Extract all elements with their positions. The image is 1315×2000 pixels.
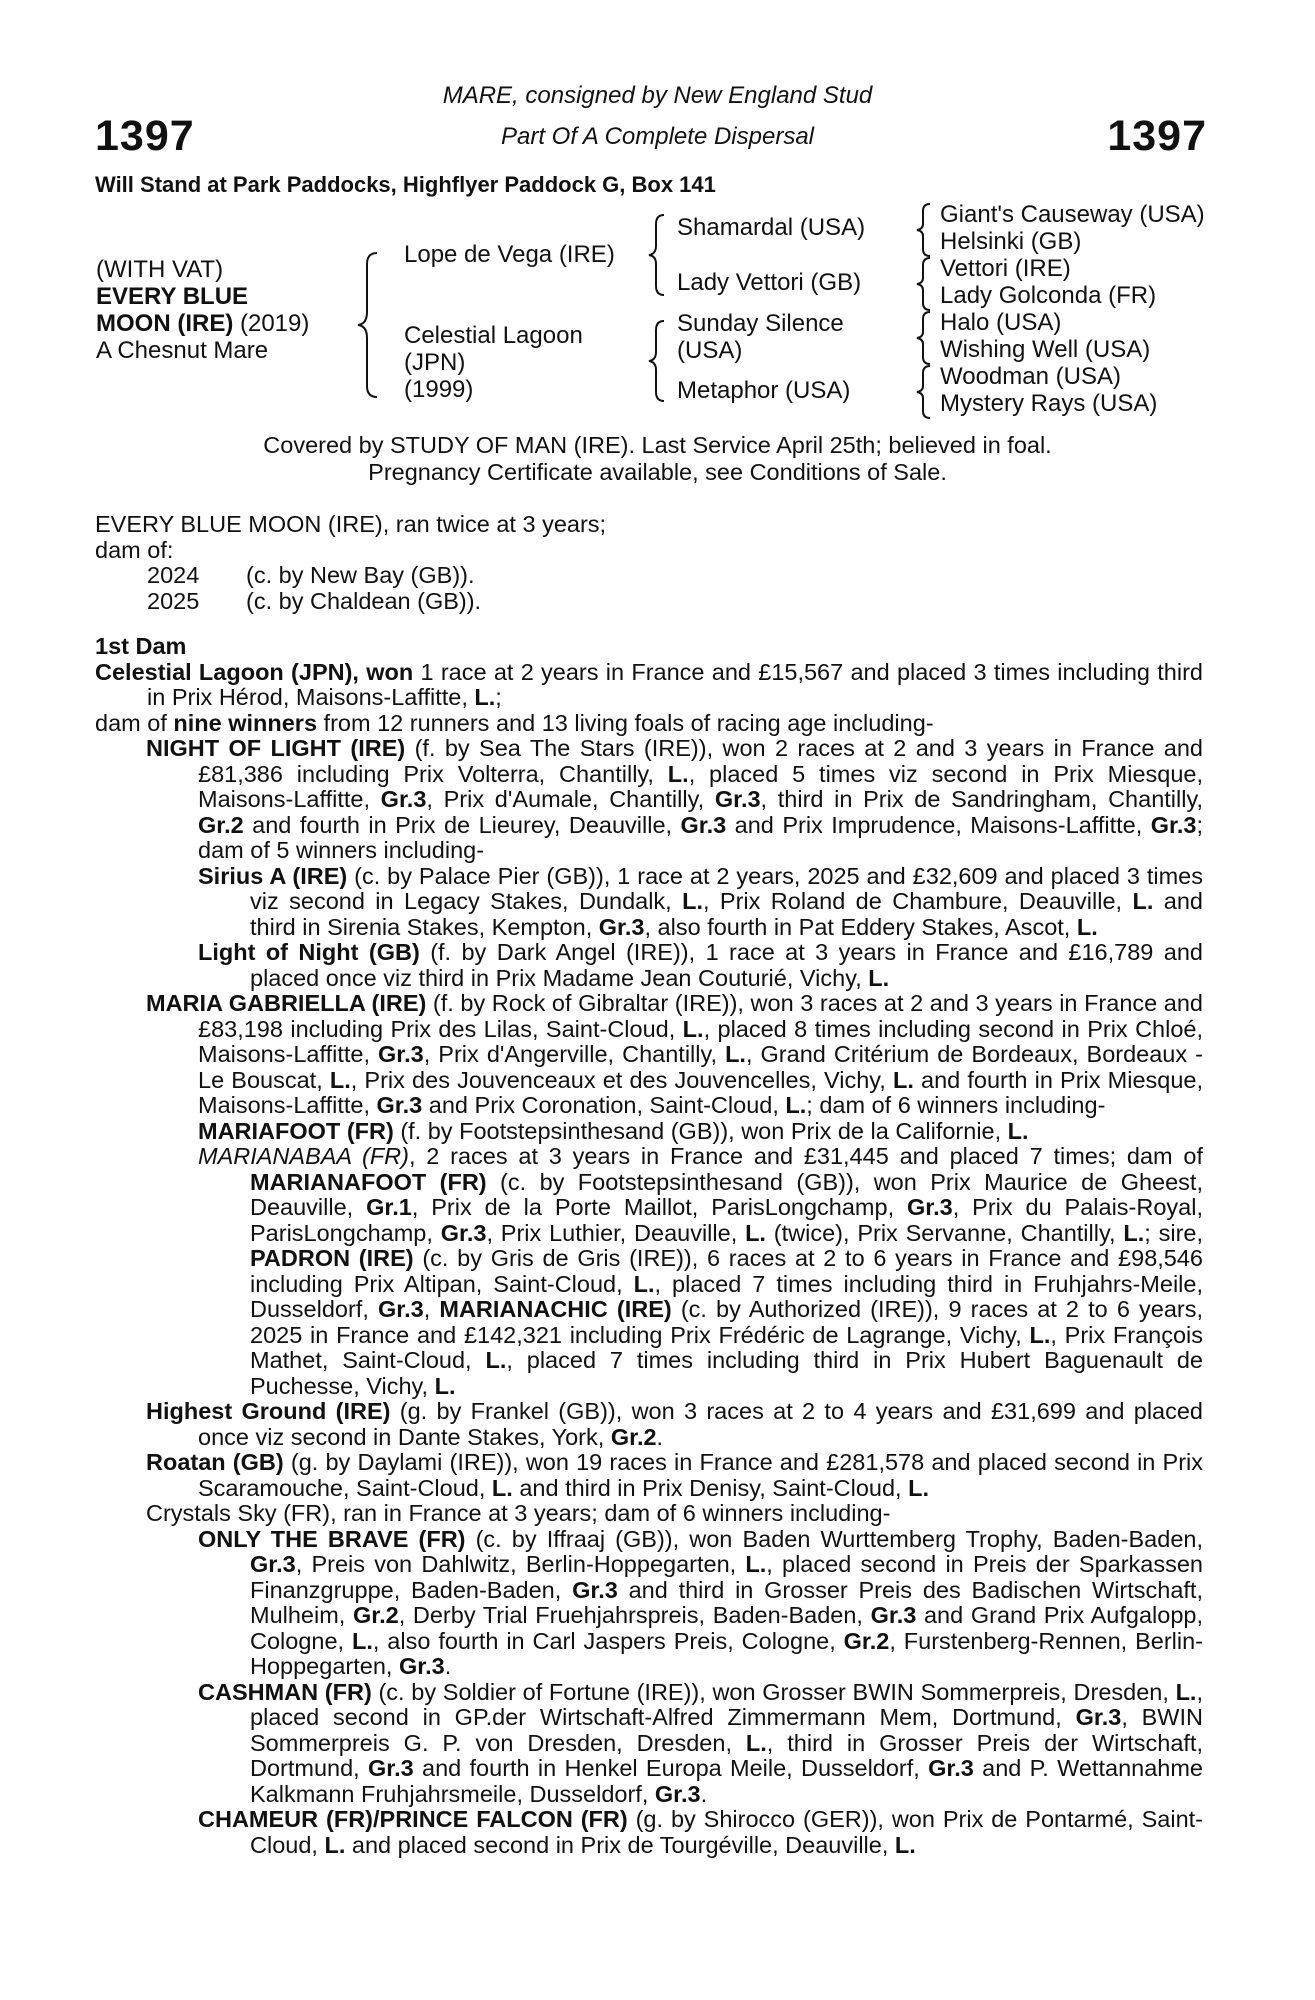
pedigree-dam-line2: (JPN) [404,349,466,376]
pedigree-ds [677,310,844,364]
entry-highest-ground: Highest Ground (IRE) (g. by Frankel (GB)), won 3 races at 2 to 4 years and £31,699 and placed once viz second in Dante Stakes, York, Gr.2. [146,1398,1204,1450]
first-dam-produce-summary: dam of nine winners from 12 runners and 13 living foals of racing age including- [95,709,934,736]
entry-crystals-sky: Crystals Sky (FR), ran in France at 3 years; dam of 6 winners including- [146,1500,891,1526]
entry-night-of-light: NIGHT OF LIGHT (IRE) (f. by Sea The Stars (IRE)), won 2 races at 2 and 3 years in France and £81,386 including Prix Volterra, Chantilly, L., placed 5 times viz second in Prix Miesque, Maisons-Laffitte, Gr.3, Prix d'Aumale, Chantilly, Gr.3, third in Prix de Sandringham, Chantilly, Gr.2 and fourth in Prix de Lieurey, Deauville, Gr.3 and Prix Imprudence, Maisons-Laffitte, Gr.3; dam of 5 winners including- [146,735,1203,863]
first-dam-record: Celestial Lagoon (JPN), won 1 race at 2 years in France and £15,567 and placed 3 times including third in Prix Hérod, Maisons-Laffitte, L.; [95,658,1203,710]
covered-line2: Pregnancy Certificate available, see Conditions of Sale. [368,459,947,485]
pedigree-brace-ds [914,310,936,366]
produce-item: 2024 (c. by New Bay (GB)). [147,562,475,588]
pedigree-sss: Giant's Causeway (USA) [940,201,1205,228]
pedigree-dam-line3: (1999) [404,376,474,403]
dispersal-line: Part Of A Complete Dispersal [501,123,814,150]
pedigree-ss: Shamardal (USA) [677,214,866,241]
pedigree-brace-main [355,250,385,400]
pedigree-dam-line1: Celestial Lagoon [404,322,583,349]
covered-notice [0,432,1315,486]
first-dam-section [95,634,1203,1858]
entry-mariafoot: MARIAFOOT (FR) (f. by Footstepsinthesand (GB)), won Prix de la Californie, L. [198,1117,1029,1144]
entry-roatan: Roatan (GB) (g. by Daylami (IRE)), won 19 races in France and £281,578 and placed second in Prix Scaramouche, Saint-Cloud, L. and third in Prix Denisy, Saint-Cloud, L. [146,1449,1203,1501]
entry-only-the-brave: ONLY THE BRAVE (FR) (c. by Iffraaj (GB)), won Baden Wurttemberg Trophy, Baden-Baden, Gr.3, Preis von Dahlwitz, Berlin-Hoppegarten, L., placed second in Preis der Sparkassen Finanzgruppe, Baden-Baden, Gr.3 and third in Grosser Preis des Badischen Wirtschaft, Mulheim, Gr.2, Derby Trial Fruehjahrspreis, Baden-Baden, Gr.3 and Grand Prix Aufgalopp, Cologne, L., also fourth in Carl Jaspers Preis, Cologne, Gr.2, Furstenberg-Rennen, Berlin-Hoppegarten, Gr.3. [198,1525,1203,1679]
covered-line1: Covered by STUDY OF MAN (IRE). Last Service April 25th; believed in foal. [263,432,1052,458]
horse-name-line2: MOON (IRE) [96,310,234,337]
lot-number-left: 1397 [95,112,195,160]
horse-year: (2019) [233,310,310,337]
entry-light-of-night: Light of Night (GB) (f. by Dark Angel (IRE)), 1 race at 3 years in France and £16,789 and placed once viz third in Prix Madame Jean Couturié, Vichy, L. [198,939,1203,991]
entry-cashman: CASHMAN (FR) (c. by Soldier of Fortune (IRE)), won Grosser BWIN Sommerpreis, Dresden, L., placed second in GP.der Wirtschaft-Alfred Zimmermann Mem, Dortmund, Gr.3, BWIN Sommerpreis G. P. von Dresden, Dresden, L., third in Grosser Preis der Wirtschaft, Dortmund, Gr.3 and fourth in Henkel Europa Meile, Dusseldorf, Gr.3 and P. Wettannahme Kalkmann Fruhjahrsmeile, Dusseldorf, Gr.3. [198,1678,1203,1807]
consignor-line: MARE, consigned by New England Stud [442,82,873,109]
entry-chameur: CHAMEUR (FR)/PRINCE FALCON (FR) (g. by Shirocco (GER)), won Prix de Pontarmé, Saint-Cloud, L. and placed second in Prix de Tourgéville, Deauville, L. [198,1806,1203,1858]
pedigree-ds-line2: (USA) [677,337,743,364]
pedigree-brace-sd [914,256,936,312]
pedigree-brace-dd [914,364,936,420]
pedigree-ds-line1: Sunday Silence [677,310,844,337]
pedigree-dam [404,322,583,403]
pedigree-sire: Lope de Vega (IRE) [404,241,615,268]
produce-intro: EVERY BLUE MOON (IRE), ran twice at 3 years; [95,511,607,537]
pedigree-dd: Metaphor (USA) [677,377,851,404]
pedigree-dds: Woodman (USA) [940,363,1121,390]
produce-item: 2025 (c. by Chaldean (GB)). [147,587,482,614]
pedigree-brace-ss [914,202,936,258]
pedigree-sd: Lady Vettori (GB) [677,269,862,296]
pedigree-ddd: Mystery Rays (USA) [940,390,1158,417]
produce-dam-of: dam of: [95,536,174,563]
first-dam-heading: 1st Dam [95,633,187,659]
entry-maria-gabriella: MARIA GABRIELLA (IRE) (f. by Rock of Gibraltar (IRE)), won 3 races at 2 and 3 years in France and £83,198 including Prix des Lilas, Saint-Cloud, L., placed 8 times including second in Prix Chloé, Maisons-Laffitte, Gr.3, Prix d'Angerville, Chantilly, L., Grand Critérium de Bordeaux, Bordeaux - Le Bouscat, L., Prix des Jouvenceaux et des Jouvencelles, Vichy, L. and fourth in Prix Miesque, Maisons-Laffitte, Gr.3 and Prix Coronation, Saint-Cloud, L.; dam of 6 winners including- [146,990,1204,1118]
horse-info [96,256,309,364]
produce-record [95,512,1203,614]
pedigree-dsd: Wishing Well (USA) [940,336,1151,363]
horse-name-line1: EVERY BLUE [96,283,249,310]
stand-location: Will Stand at Park Paddocks, Highflyer Paddock G, Box 141 [95,172,716,197]
pedigree-brace-dam [646,318,670,404]
pedigree-brace-sire [646,212,670,298]
pedigree-sds: Vettori (IRE) [940,255,1071,282]
vat-label: (WITH VAT) [96,256,224,283]
pedigree-sdd: Lady Golconda (FR) [940,282,1157,309]
lot-number-right: 1397 [1107,112,1207,160]
pedigree-ssd: Helsinki (GB) [940,228,1082,255]
entry-sirius-a: Sirius A (IRE) (c. by Palace Pier (GB)), 1 race at 2 years, 2025 and £32,609 and placed 3 times viz second in Legacy Stakes, Dundalk, L., Prix Roland de Chambure, Deauville, L. and third in Sirenia Stakes, Kempton, Gr.3, also fourth in Pat Eddery Stakes, Ascot, L. [198,862,1203,940]
entry-marianabaa: MARIANABAA (FR), 2 races at 3 years in France and £31,445 and placed 7 times; dam of MARIANAFOOT (FR) (c. by Footstepsinthesand (GB)), won Prix Maurice de Gheest, Deauville, Gr.1, Prix de la Porte Maillot, ParisLongchamp, Gr.3, Prix du Palais-Royal, ParisLongchamp, Gr.3, Prix Luthier, Deauville, L. (twice), Prix Servanne, Chantilly, L.; sire, PADRON (IRE) (c. by Gris de Gris (IRE)), 6 races at 2 to 6 years in France and £98,546 including Prix Altipan, Saint-Cloud, L., placed 7 times including third in Fruhjahrs-Meile, Dusseldorf, Gr.3, MARIANACHIC (IRE) (c. by Authorized (IRE)), 9 races at 2 to 6 years, 2025 in France and £142,321 including Prix Frédéric de Lagrange, Vichy, L., Prix François Mathet, Saint-Cloud, L., placed 7 times including third in Prix Hubert Baguenault de Puchesse, Vichy, L. [198,1143,1204,1399]
horse-description: A Chesnut Mare [96,337,269,364]
pedigree-dss: Halo (USA) [940,309,1062,336]
